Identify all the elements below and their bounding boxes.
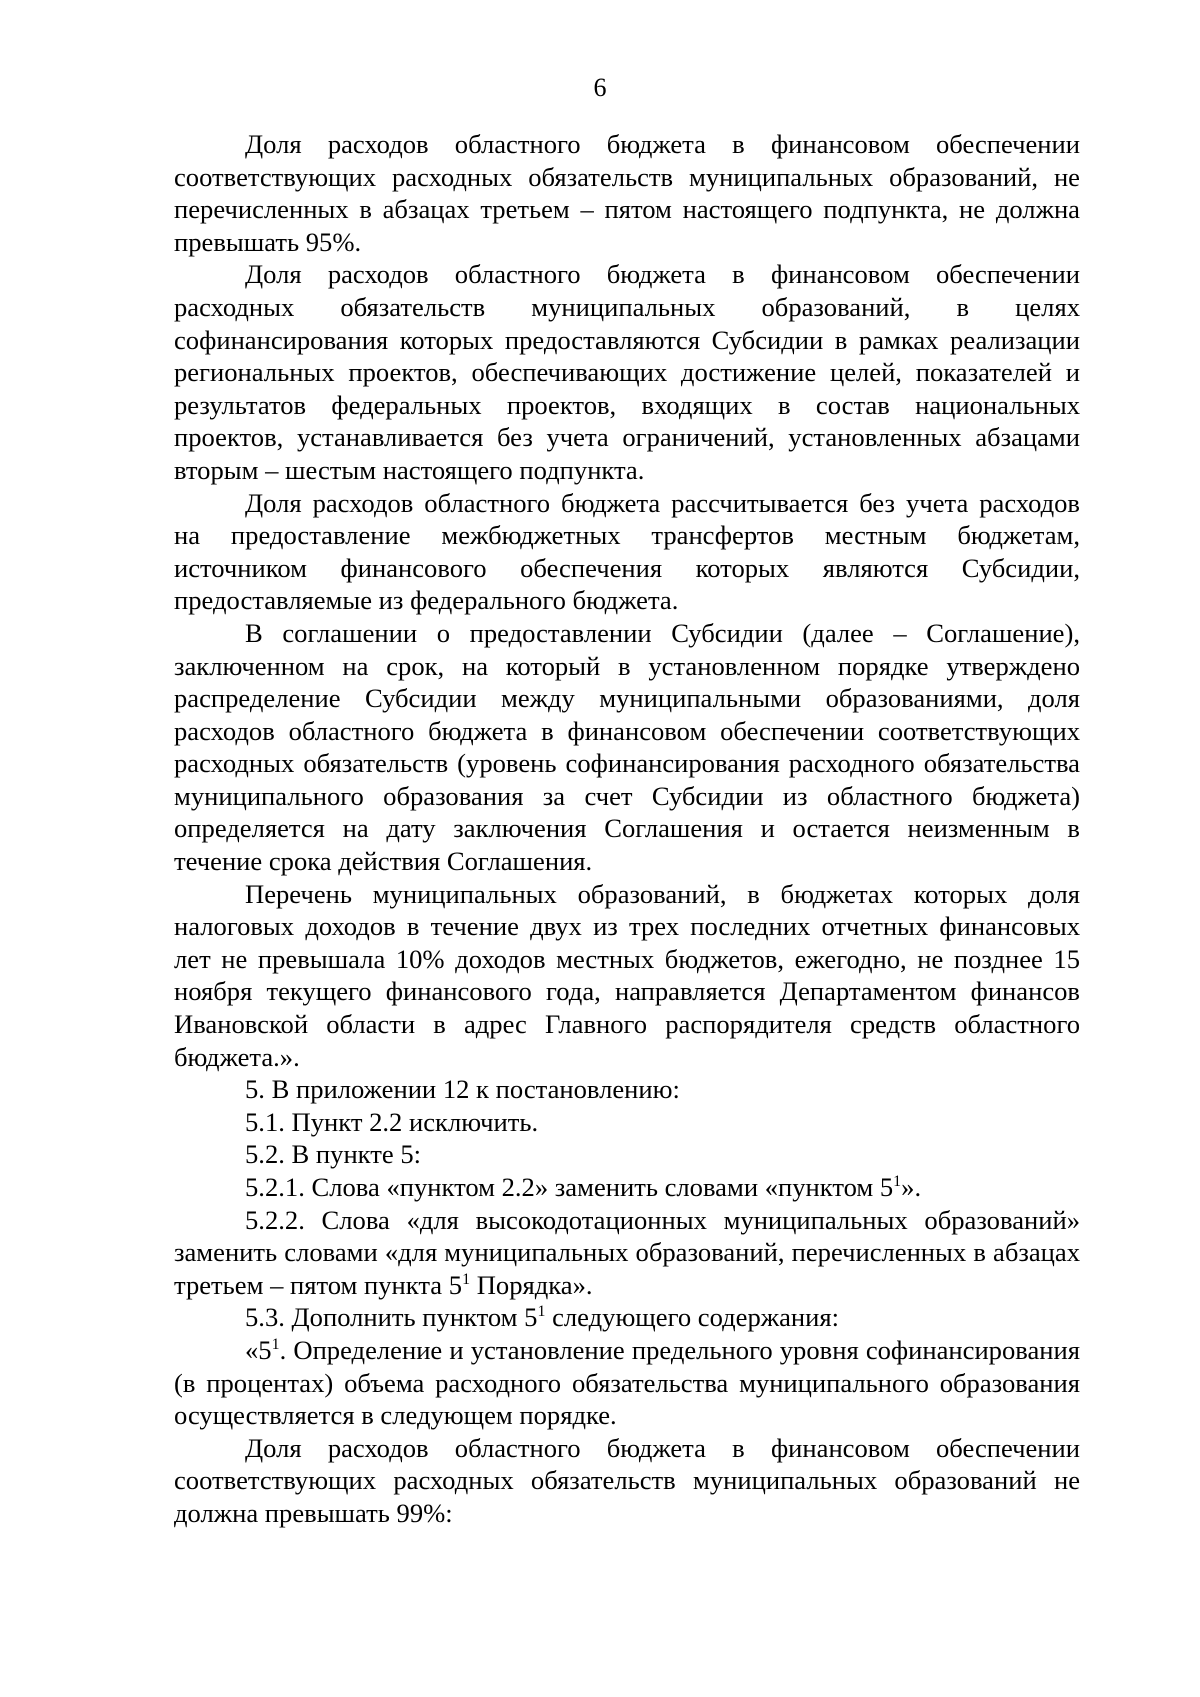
page-number: 6 xyxy=(593,73,607,102)
paragraph-item-5: 5. В приложении 12 к постановлению: xyxy=(245,1074,680,1105)
text-part: 5.2.2. Слова «для высокодотационных муниципальных образований» заменить словами «для муниципальных образований, перечисленных в абзацах третьем – пятом пункта 5 xyxy=(174,1204,1080,1300)
superscript: 1 xyxy=(893,1173,902,1191)
paragraph-item-5-2: 5.2. В пункте 5: xyxy=(245,1139,422,1170)
text-part: «5 xyxy=(245,1334,272,1365)
document-body xyxy=(174,128,1080,1530)
paragraph-item-5-3 xyxy=(174,1301,1080,1334)
superscript: 1 xyxy=(462,1270,471,1288)
paragraph-item-5-2-1 xyxy=(174,1171,1080,1204)
paragraph-item-5-1: 5.1. Пункт 2.2 исключить. xyxy=(245,1106,539,1137)
paragraph-share-regional-projects: Доля расходов областного бюджета в финансовом обеспечении расходных обязательств муниципальных образований, в целях софинансирования которых предоставляются Субсидии в рамках реализации региональных проектов, обеспечивающих достижение целей, показателей и результатов федеральных проектов, входящих в состав национальных проектов, устанавливается без учета ограничений, установленных абзацами вторым – шестым настоящего подпункта. xyxy=(174,259,1080,485)
text-part: . Определение и установление предельного уровня софинансирования (в процентах) объема расходного обязательства муниципального образования осуществляется в следующем порядке. xyxy=(174,1334,1080,1431)
paragraph-item-5-2-2 xyxy=(174,1204,1080,1302)
text-part: 5.2.1. Слова «пунктом 2.2» заменить словами «пунктом 5 xyxy=(245,1172,894,1202)
paragraph-share-other-municipalities: Доля расходов областного бюджета в финансовом обеспечении соответствующих расходных обязательств муниципальных образований, не перечисленных в абзацах третьем – пятом настоящего подпункта, не должна превышать 95%. xyxy=(174,129,1080,257)
paragraph-share-limit-99: Доля расходов областного бюджета в финансовом обеспечении соответствующих расходных обязательств муниципальных образований не должна превышать 99%: xyxy=(174,1432,1080,1528)
text-part: следующего содержания: xyxy=(545,1302,840,1333)
text-part: 5.3. Дополнить пунктом 5 xyxy=(245,1302,538,1333)
paragraph-new-point-5-1 xyxy=(174,1334,1080,1432)
superscript: 1 xyxy=(537,1303,546,1321)
paragraph-share-calculation-basis: Доля расходов областного бюджета рассчитывается без учета расходов на предоставление межбюджетных трансфертов местным бюджетам, источником финансового обеспечения которых являются Субсидии, предоставляемые из федерального бюджета. xyxy=(174,487,1080,616)
paragraph-list-of-municipalities: Перечень муниципальных образований, в бюджетах которых доля налоговых доходов в течение двух из трех последних отчетных финансовых лет не превышала 10% доходов местных бюджетов, ежегодно, не позднее 15 ноября текущего финансового года, направляется Департаментом финансов Ивановской области в адрес Главного распорядителя средств областного бюджета.». xyxy=(174,878,1080,1072)
text-part: Порядка». xyxy=(470,1269,593,1300)
paragraph-agreement-share: В соглашении о предоставлении Субсидии (далее – Соглашение), заключенном на срок, на который в установленном порядке утверждено распределение Субсидии между муниципальными образованиями, доля расходов областного бюджета в финансовом обеспечении соответствующих расходных обязательств (уровень софинансирования расходного обязательства муниципального образования за счет Субсидии из областного бюджета) определяется на дату заключения Соглашения и остается неизменным в течение срока действия Соглашения. xyxy=(174,617,1080,877)
text-part: ». xyxy=(901,1172,922,1202)
superscript: 1 xyxy=(271,1336,280,1354)
